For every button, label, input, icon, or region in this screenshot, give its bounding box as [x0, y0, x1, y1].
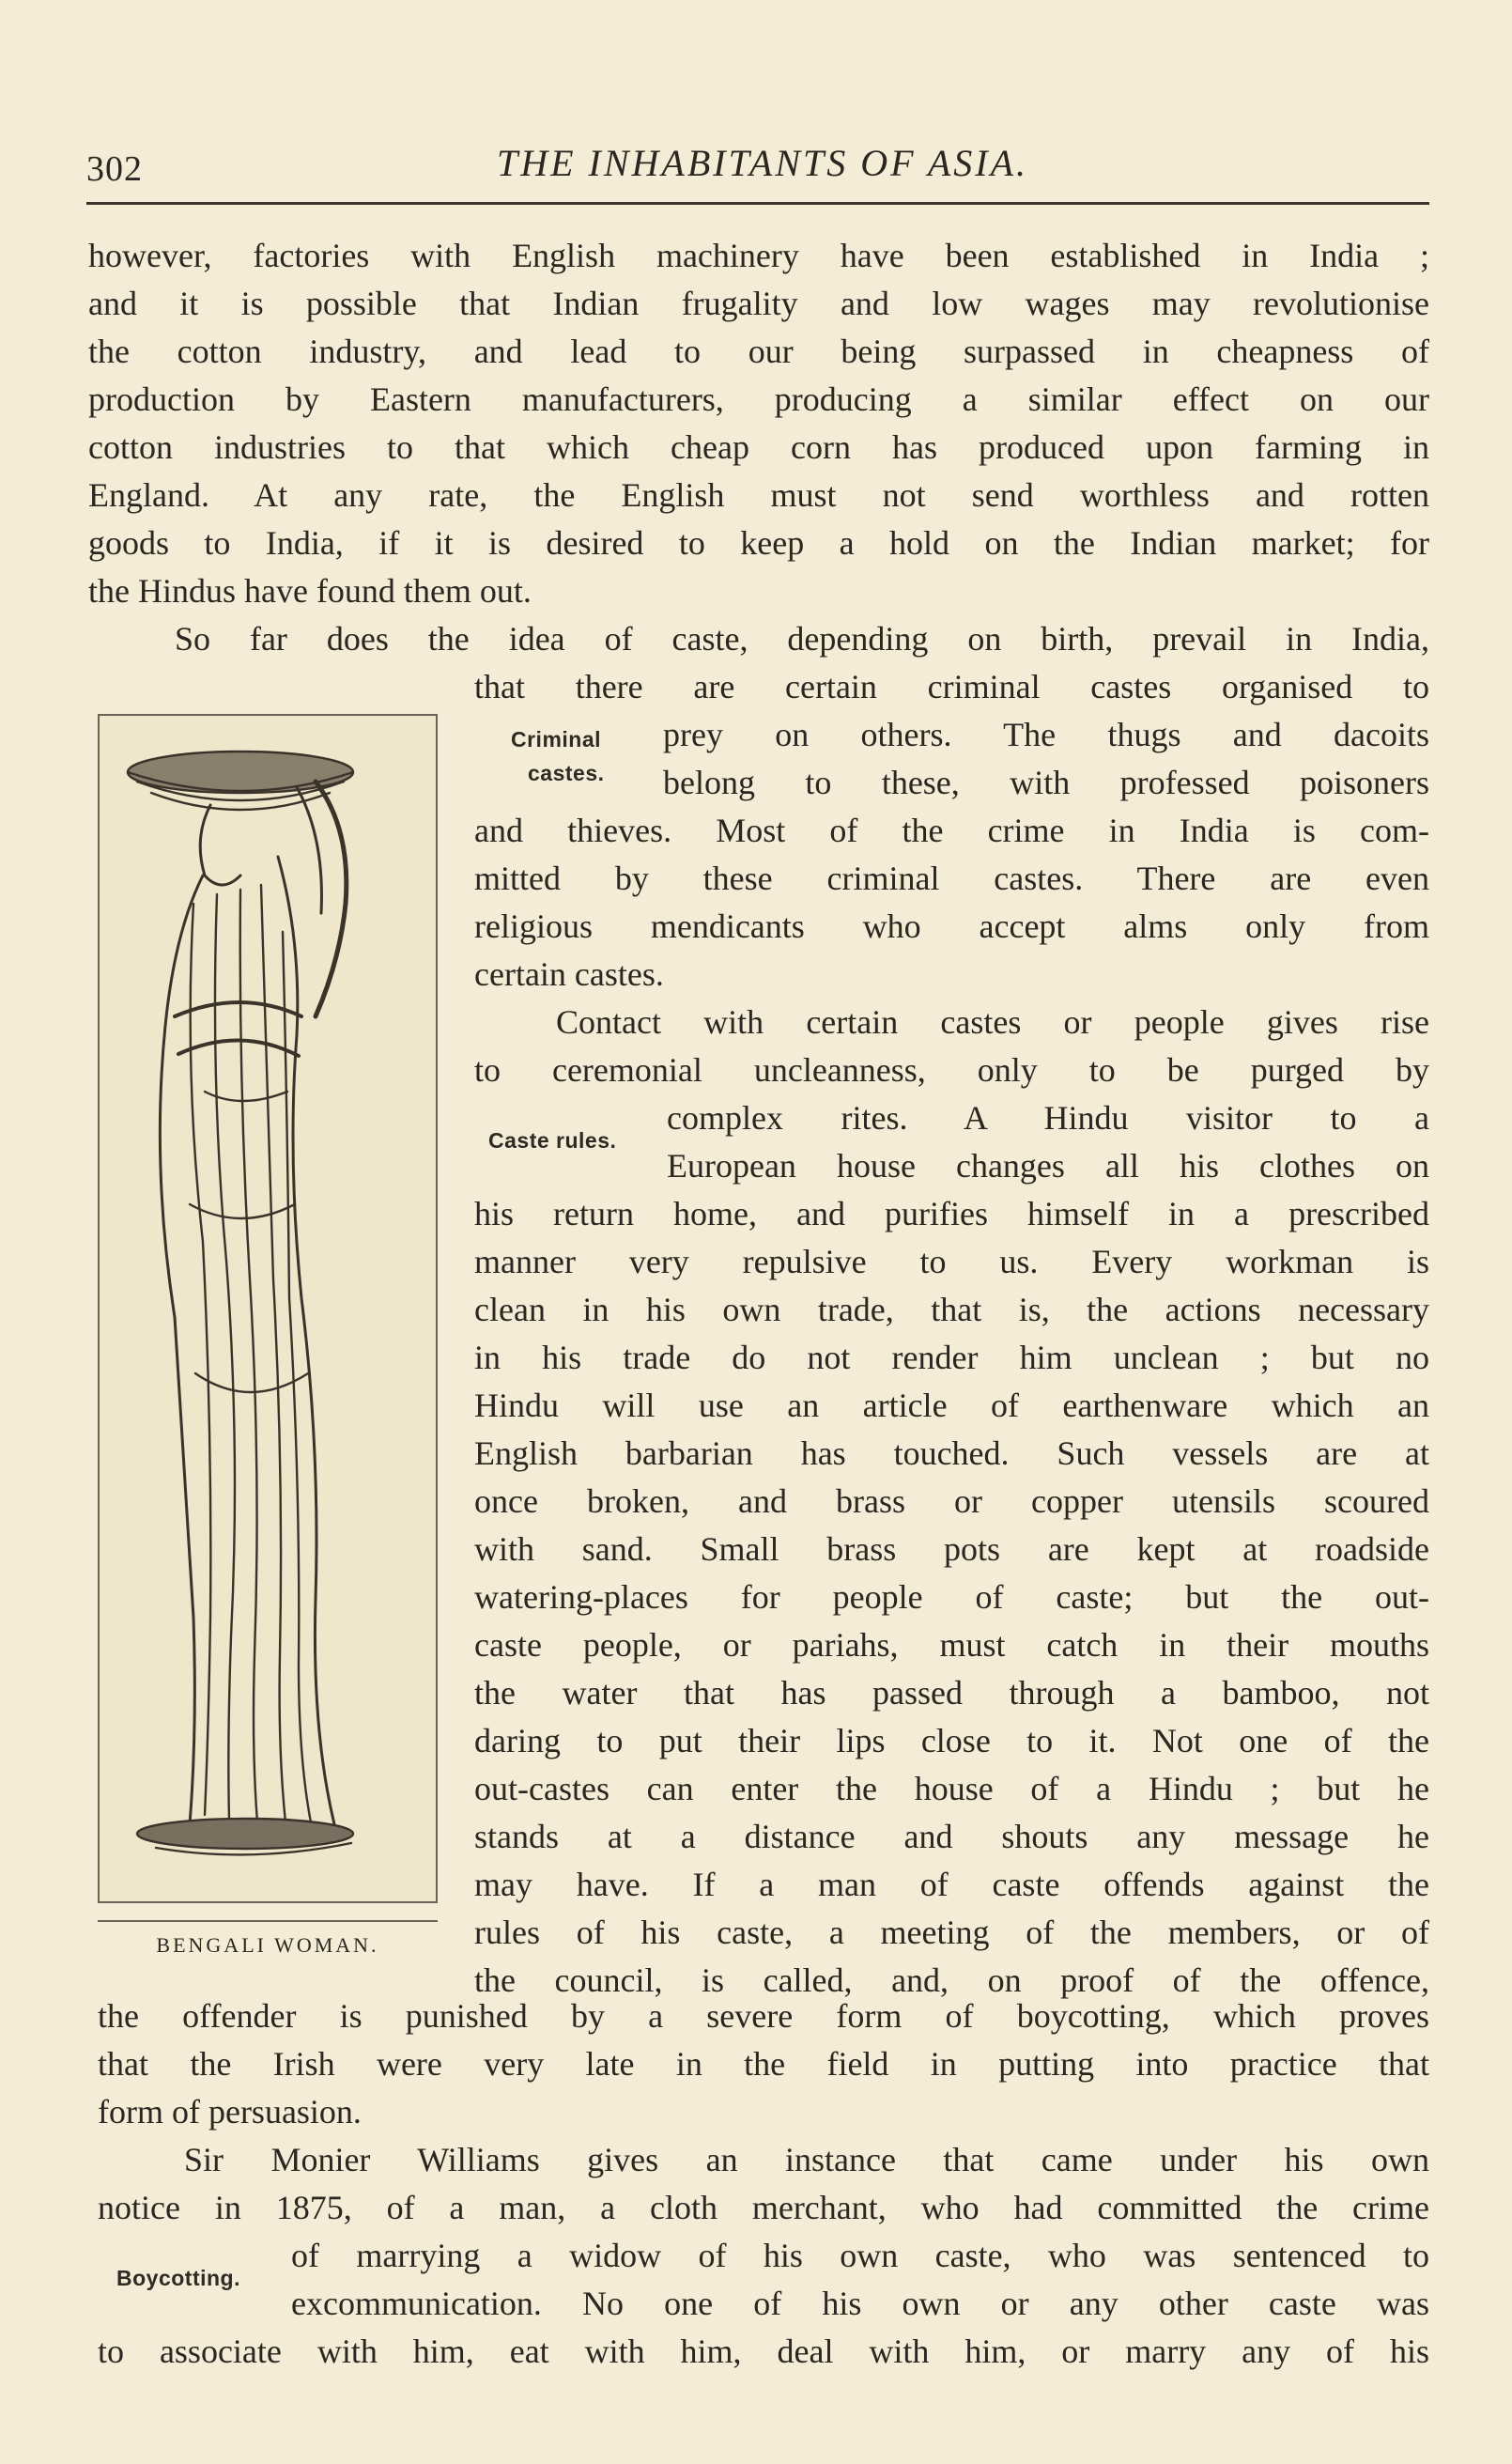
body-line: and it is possible that Indian frugality and low wages may revolutionise: [88, 285, 1429, 322]
body-line: complex rites. A Hindu visitor to a: [667, 1099, 1429, 1137]
body-line: belong to these, with professed poisoners: [663, 764, 1429, 801]
body-line: English barbarian has touched. Such vessels are at: [474, 1434, 1429, 1472]
body-line: his return home, and purifies himself in a prescribed: [474, 1195, 1429, 1232]
body-line: that the Irish were very late in the field in putting into practice that: [98, 2045, 1429, 2083]
body-line: however, factories with English machinery have been established in India ;: [88, 237, 1429, 274]
figure-caption: BENGALI WOMAN.: [156, 1933, 379, 1957]
body-line: Sir Monier Williams gives an instance that came under his own: [184, 2141, 1429, 2178]
body-line: notice in 1875, of a man, a cloth merchant, who had committed the crime: [98, 2189, 1429, 2226]
body-line: manner very repulsive to us. Every workman is: [474, 1243, 1429, 1280]
body-line: once broken, and brass or copper utensils scoured: [474, 1482, 1429, 1520]
figure-caption-rule: [98, 1920, 438, 1922]
body-line: watering-places for people of caste; but the out-: [474, 1578, 1429, 1616]
body-line: the water that has passed through a bamboo, not: [474, 1674, 1429, 1712]
body-line: prey on others. The thugs and dacoits: [663, 716, 1429, 753]
body-line: out-castes can enter the house of a Hindu ; but he: [474, 1770, 1429, 1807]
body-line: that there are certain criminal castes organised to: [474, 668, 1429, 705]
body-line: and thieves. Most of the crime in India is com-: [474, 812, 1429, 849]
body-line: production by Eastern manufacturers, producing a similar effect on our: [88, 380, 1429, 418]
body-line: may have. If a man of caste offends against the: [474, 1866, 1429, 1903]
figure-bengali-woman: [98, 714, 438, 1903]
body-line: daring to put their lips close to it. Not one of the: [474, 1722, 1429, 1759]
body-line: clean in his own trade, that is, the actions necessary: [474, 1291, 1429, 1328]
body-line: form of persuasion.: [98, 2093, 362, 2131]
body-line: England. At any rate, the English must not send worthless and rotten: [88, 476, 1429, 514]
body-line: to associate with him, eat with him, deal with him, or marry any of his: [98, 2332, 1429, 2370]
body-line: European house changes all his clothes on: [667, 1147, 1429, 1185]
body-line: in his trade do not render him unclean ; but no: [474, 1339, 1429, 1376]
body-line: Hindu will use an article of earthenware which an: [474, 1387, 1429, 1424]
body-line: excommunication. No one of his own or any other caste was: [291, 2285, 1429, 2322]
engraving-woman-carrying-basket-icon: [100, 716, 436, 1901]
header-rule: [86, 202, 1429, 205]
sidenote-criminal-castes: castes.: [528, 761, 605, 785]
body-line: So far does the idea of caste, depending on birth, prevail in India,: [175, 620, 1429, 658]
sidenote-caste-rules: Caste rules.: [488, 1128, 617, 1153]
body-line: with sand. Small brass pots are kept at roadside: [474, 1530, 1429, 1568]
body-line: the Hindus have found them out.: [88, 572, 532, 610]
body-line: Contact with certain castes or people gives rise: [556, 1003, 1429, 1041]
body-line: to ceremonial uncleanness, only to be purged by: [474, 1051, 1429, 1089]
body-line: caste people, or pariahs, must catch in their mouths: [474, 1626, 1429, 1664]
body-line: of marrying a widow of his own caste, who was sentenced to: [291, 2237, 1429, 2274]
sidenote-criminal-castes: Criminal: [511, 727, 602, 752]
body-line: cotton industries to that which cheap corn has produced upon farming in: [88, 428, 1429, 466]
body-line: the cotton industry, and lead to our being surpassed in cheapness of: [88, 333, 1429, 370]
running-header: [86, 141, 1439, 197]
page-number: 302: [86, 149, 143, 189]
body-line: stands at a distance and shouts any message he: [474, 1818, 1429, 1855]
body-line: certain castes.: [474, 955, 664, 993]
body-line: rules of his caste, a meeting of the members, or of: [474, 1914, 1429, 1951]
body-line: religious mendicants who accept alms only from: [474, 907, 1429, 945]
running-title: THE INHABITANTS OF ASIA.: [496, 142, 1029, 184]
body-line: the council, is called, and, on proof of the offence,: [474, 1961, 1429, 1999]
body-line: mitted by these criminal castes. There are even: [474, 860, 1429, 897]
body-line: the offender is punished by a severe form of boycotting, which proves: [98, 1997, 1429, 2035]
sidenote-boycotting: Boycotting.: [116, 2266, 240, 2290]
body-line: goods to India, if it is desired to keep a hold on the Indian market; for: [88, 524, 1429, 562]
